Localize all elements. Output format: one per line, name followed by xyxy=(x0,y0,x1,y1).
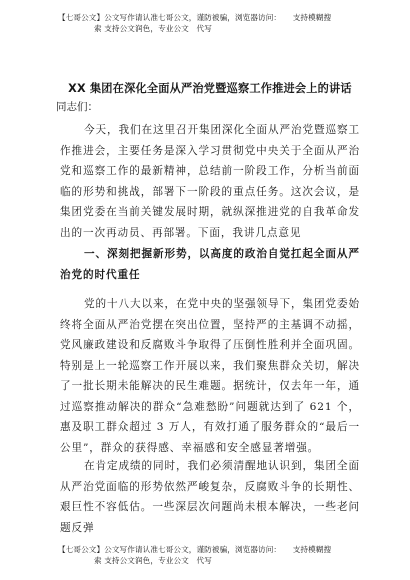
document-title: XX 集团在深化全面从严治党暨巡察工作推进会上的讲话 xyxy=(68,82,352,95)
footer-banner-line2: 索 支持公文润色，专业公文 代写 xyxy=(94,556,212,565)
footer-banner xyxy=(58,544,378,566)
paragraph-challenges: 在肯定成绩的同时，我们必须清醒地认识到，集团全面从严治党面临的形势依然严峻复杂，反腐败斗争的长期性、艰巨性不容低估。一些深层次问题尚未根本解决，一些老问题反弹 xyxy=(60,460,360,534)
paragraph-achievements: 党的十八大以来，在党中央的坚强领导下，集团党委始终将全面从严治党摆在突出位置，坚持严的主基调不动摇，党风廉政建设和反腐败斗争取得了压倒性胜利并全面巩固。特别是上一轮巡察工作开展以来，我们聚焦群众关切，解决了一批长期未能解决的民生难题。据统计，仅去年一年，通过巡察推动解决的群众“急难愁盼”问题就达到了 621 个，惠及职工群众超过 3 万人，有效打通了服务群众的“最后一公里”，群众的获得感、幸福感和安全感显著增强。 xyxy=(60,298,360,454)
header-banner-line2: 索 支持公文润色，专业公文 代写 xyxy=(94,24,212,33)
header-banner-line1: 【七哥公文】公文写作请认准七哥公文，谨防被骗，浏览器访问： 支持模糊搜 xyxy=(58,13,332,22)
footer-banner-line1: 【七哥公文】公文写作请认准七哥公文，谨防被骗，浏览器访问： 支持模糊搜 xyxy=(58,545,332,554)
greeting: 同志们： xyxy=(56,101,98,113)
header-banner xyxy=(58,12,378,34)
section-heading-1: 一、深刻把握新形势，以高度的政治自觉扛起全面从严治党的时代重任 xyxy=(60,248,360,281)
paragraph-intro: 今天，我们在这里召开集团深化全面从严治党暨巡察工作推进会，主要任务是深入学习贯彻党中央关于全面从严治党和巡察工作的最新精神，总结前一阶段工作，分析当前面临的形势和挑战，部署下一阶段的重点任务。这次会议，是集团党委在当前关键发展时期，就纵深推进党的自我革命发出的一次再动员、再部署。下面，我讲几点意见 xyxy=(60,124,360,239)
